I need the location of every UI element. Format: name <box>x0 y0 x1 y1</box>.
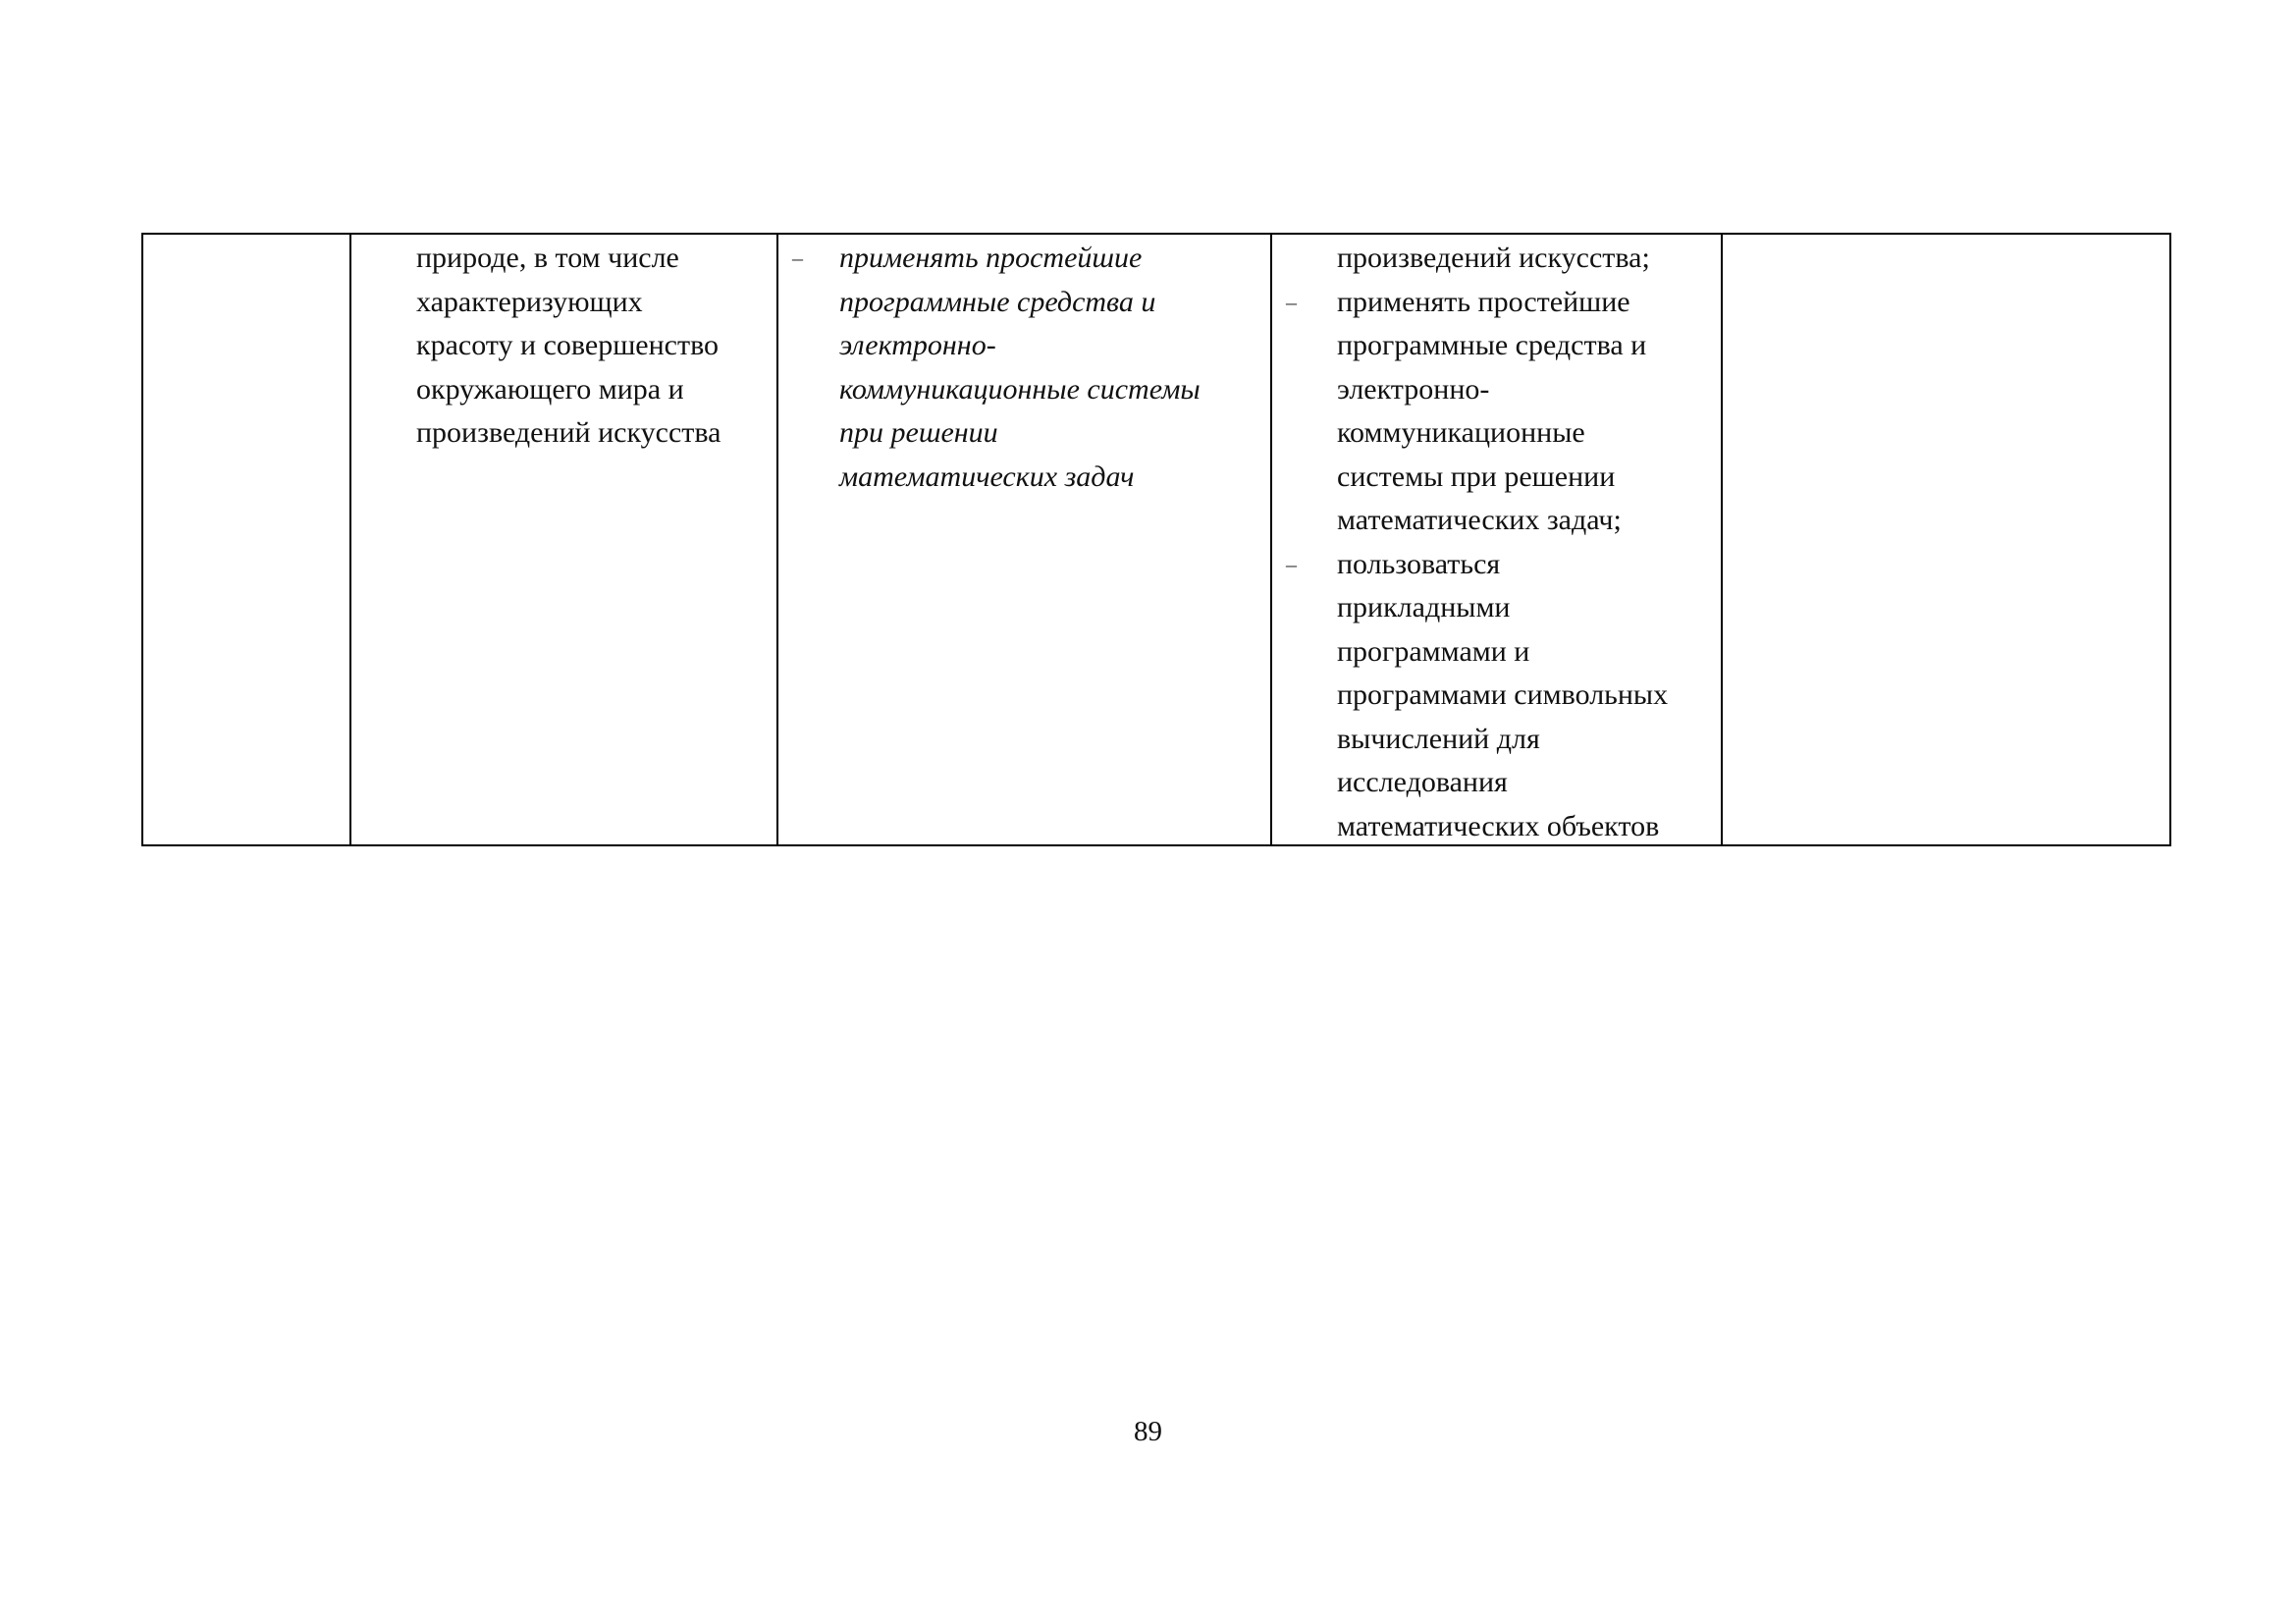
text-line: произведений искусства <box>416 416 721 449</box>
page-number: 89 <box>1134 1416 1162 1447</box>
cell-text-skills <box>1337 237 1711 848</box>
text-line: программами символьных <box>1337 678 1669 711</box>
text-line: математических объектов <box>1337 809 1660 842</box>
text-line: красоту и совершенство <box>416 329 720 361</box>
text-line: применять простейшие <box>1337 285 1630 318</box>
text-line: природе, в том числе <box>416 242 679 274</box>
text-line: применять простейшие <box>839 242 1143 274</box>
cell-text-values <box>416 237 767 456</box>
text-line: исследования <box>1337 766 1508 798</box>
text-line: характеризующих <box>416 285 643 318</box>
content-table <box>141 233 2171 846</box>
text-line: электронно- <box>839 329 996 361</box>
table-cell-empty-left <box>143 235 351 844</box>
text-line: окружающего мира и <box>416 372 684 406</box>
table-cell-empty-right <box>1723 235 2169 844</box>
cell-text-italic-skill <box>839 237 1260 499</box>
text-line: произведений искусства; <box>1337 242 1650 274</box>
text-line: математических задач <box>839 460 1135 493</box>
list-bullet: – <box>1286 551 1297 576</box>
text-line: пользоваться <box>1337 547 1501 580</box>
text-line: прикладными <box>1337 591 1511 623</box>
list-bullet: – <box>792 245 803 270</box>
text-line: при решении <box>839 416 998 449</box>
text-line: системы при решении <box>1337 460 1616 493</box>
text-line: коммуникационные системы <box>839 372 1201 406</box>
text-line: коммуникационные <box>1337 416 1585 449</box>
text-line: программные средства и <box>1337 329 1647 361</box>
text-line: вычислений для <box>1337 722 1540 755</box>
table-cell-skills <box>1272 235 1723 844</box>
text-line: программные средства и <box>839 285 1156 318</box>
table-cell-italic-skill <box>778 235 1272 844</box>
text-line: программами и <box>1337 634 1530 668</box>
text-line: математических задач; <box>1337 504 1622 536</box>
list-bullet: – <box>1286 289 1297 314</box>
table-cell-values <box>351 235 778 844</box>
text-line: электронно- <box>1337 372 1490 406</box>
